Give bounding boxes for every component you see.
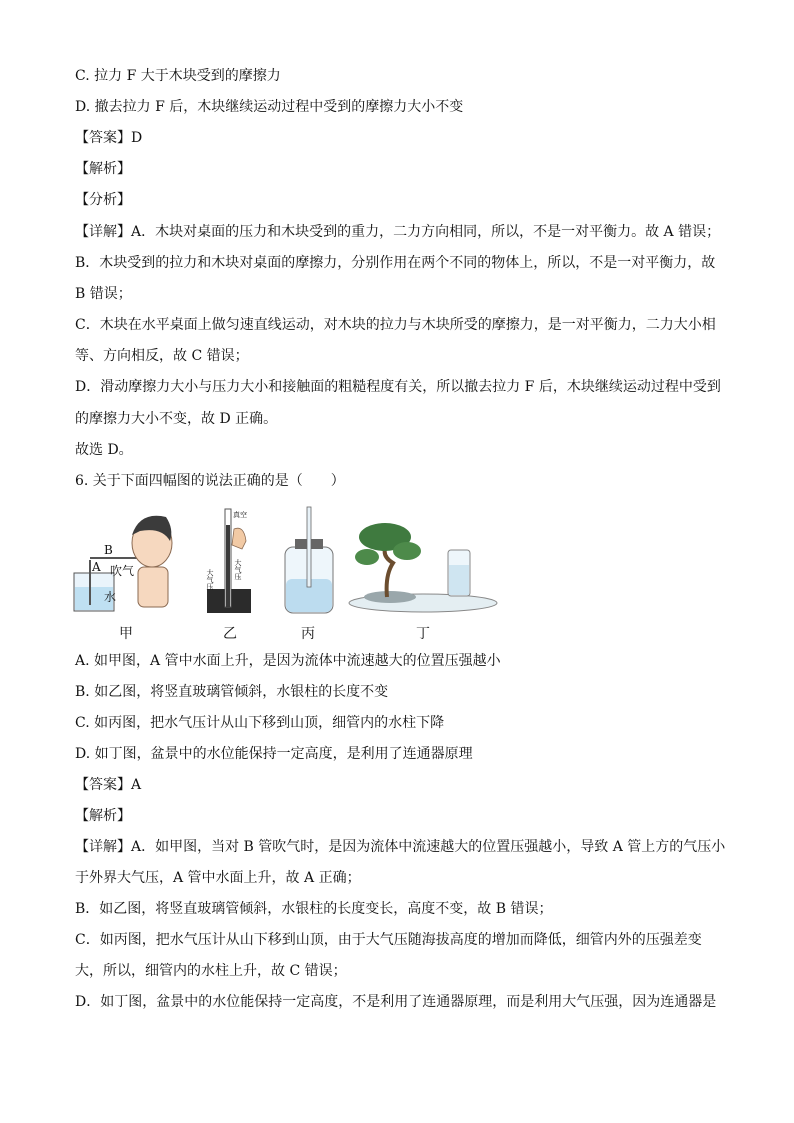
figure-yi [202, 505, 262, 642]
detail-b: B．木块受到的拉力和木块对桌面的摩擦力，分别作用在两个不同的物体上，所以，不是一对平衡力，故 [75, 255, 716, 271]
figure-bing [280, 505, 340, 642]
jia-label-water: 水 [104, 590, 117, 604]
figure-ding-drawing [345, 505, 500, 620]
option-c: C. 如丙图，把水气压计从山下移到山顶，细管内的水柱下降 [75, 715, 445, 731]
yi-label-pressure-left: 大气压 [206, 569, 214, 590]
option-d: D. 如丁图，盆景中的水位能保持一定高度，是利用了连通器原理 [75, 746, 473, 762]
jia-label-b: B [104, 543, 113, 557]
detail-a: 【详解】A．木块对桌面的压力和木块受到的重力，二力方向相同，所以，不是一对平衡力。故 A 错误； [75, 224, 721, 240]
detail-b-cont: B 错误； [75, 286, 132, 302]
figure-jia-drawing [70, 505, 180, 620]
caption-bing: 丙 [301, 626, 315, 642]
option-c-prev: C. 拉力 F 大于木块受到的摩擦力 [75, 68, 281, 84]
option-d-prev: D. 撤去拉力 F 后，木块继续运动过程中受到的摩擦力大小不变 [75, 99, 464, 115]
figure-ding [345, 505, 500, 642]
option-b: B. 如乙图，将竖直玻璃管倾斜，水银柱的长度不变 [75, 684, 389, 700]
caption-ding: 丁 [416, 626, 430, 642]
figure-yi-drawing [202, 505, 262, 620]
answer-detail-a: 【详解】A．如甲图，当对 B 管吹气时，是因为流体中流速越大的位置压强越小，导致 A 管上方的气压小 [75, 839, 726, 855]
analysis-heading: 【解析】 [75, 161, 131, 177]
yi-label-vacuum-text: 真空 [233, 511, 247, 519]
yi-label-pressure-right: 大气压 [234, 559, 242, 580]
answer-detail-c: C．如丙图，把水气压计从山下移到山顶，由于大气压随海拔高度的增加而降低，细管内外的压强差变 [75, 932, 702, 948]
option-a: A. 如甲图，A 管中水面上升，是因为流体中流速越大的位置压强越小 [75, 653, 501, 669]
jia-label-a: A [92, 560, 101, 574]
question-6-figures [70, 505, 510, 645]
detail-c: C．木块在水平桌面上做匀速直线运动，对木块的拉力与木块所受的摩擦力，是一对平衡力，二力大小相 [75, 317, 716, 333]
question-6: 6. 关于下面四幅图的说法正确的是（ ） [75, 473, 345, 489]
choose-d: 故选 D。 [75, 442, 133, 458]
analysis-heading-2: 【解析】 [75, 808, 131, 824]
answer-detail-b: B．如乙图，将竖直玻璃管倾斜，水银柱的长度变长，高度不变，故 B 错误； [75, 901, 553, 917]
figure-bing-drawing [280, 505, 340, 620]
fenxi-heading: 【分析】 [75, 192, 131, 208]
caption-yi: 乙 [223, 626, 237, 642]
answer-detail-d: D．如丁图，盆景中的水位能保持一定高度，不是利用了连通器原理，而是利用大气压强，因为连通器是 [75, 994, 717, 1010]
answer-prev: 【答案】D [75, 130, 143, 146]
figure-jia [70, 505, 180, 642]
answer: 【答案】A [75, 777, 142, 793]
jia-label-blow: 吹气 [110, 564, 135, 578]
detail-d: D．滑动摩擦力大小与压力大小和接触面的粗糙程度有关，所以撤去拉力 F 后，木块继续运动过程中受到 [75, 379, 721, 395]
caption-jia: 甲 [119, 626, 133, 642]
detail-d-cont: 的摩擦力大小不变，故 D 正确。 [75, 411, 278, 427]
answer-detail-c-cont: 大，所以，细管内的水柱上升，故 C 错误； [75, 963, 347, 979]
detail-c-cont: 等、方向相反，故 C 错误； [75, 348, 249, 364]
answer-detail-a-cont: 于外界大气压，A 管中水面上升，故 A 正确； [75, 870, 361, 886]
